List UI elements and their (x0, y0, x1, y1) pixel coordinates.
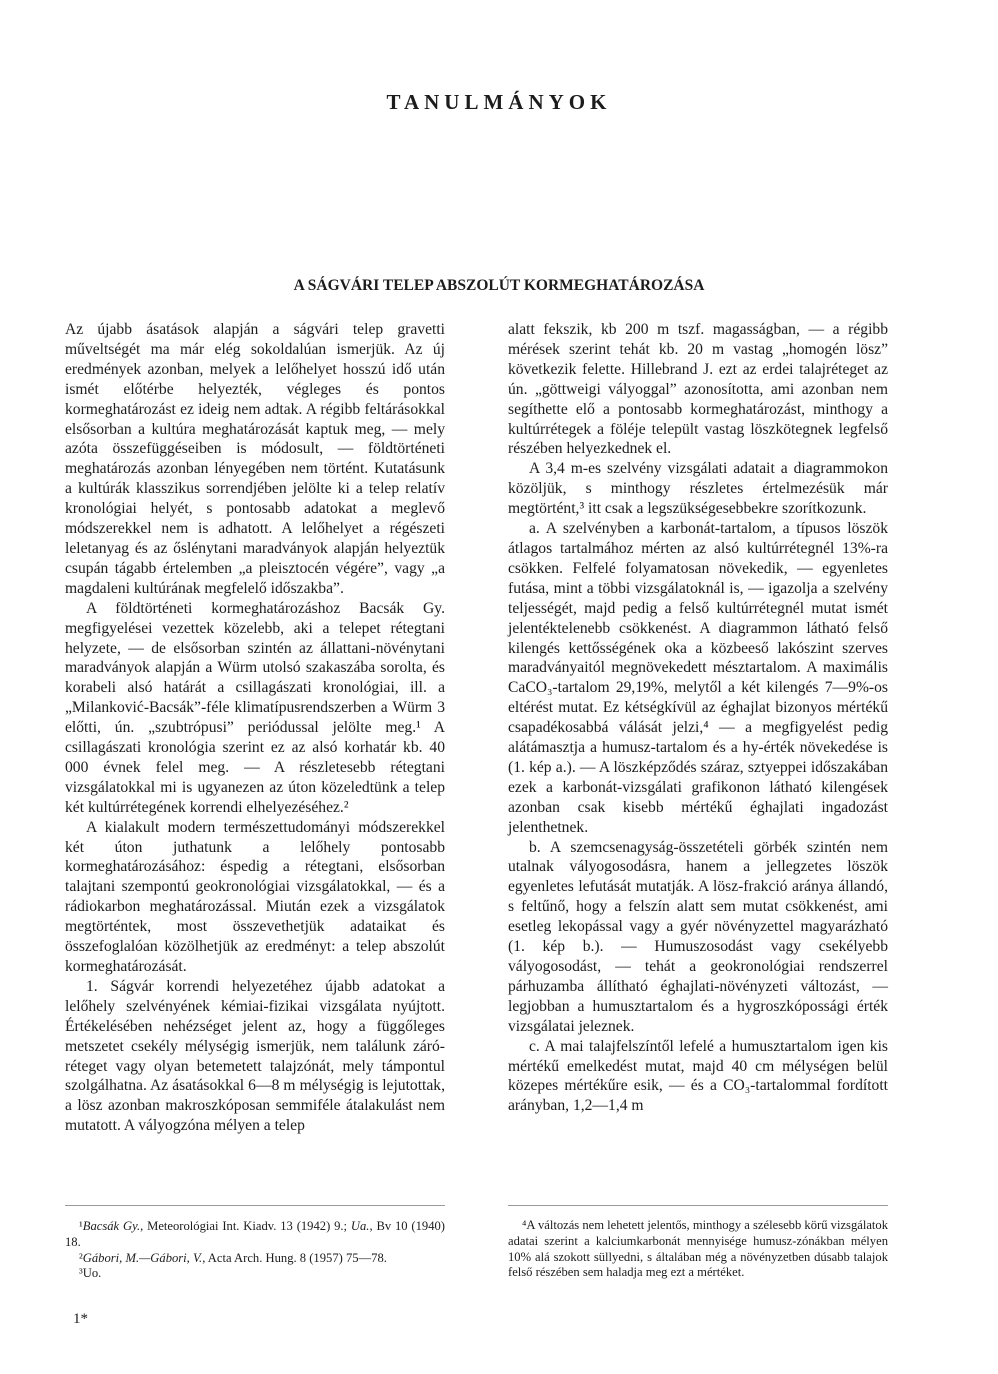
footnote-author: Bacsák Gy. (82, 1219, 141, 1233)
footnote (65, 1251, 445, 1267)
paragraph: A 3,4 m-es szelvény vizsgálati adatait a diagrammokon közöljük, s minthogy részletes értelmezésük már megtörtént,³ itt csak a legszükségesebbekre szorítkozunk. (508, 460, 888, 518)
right-column (508, 320, 888, 1116)
paragraph: A földtörténeti kormeghatározáshoz Bacsák Gy. megfigyelései vezettek közelebb, aki a telepet rétegtani helyzete, — de elsősorban szintén az állattani-növénytani maradványok alapján a Würm utolsó szakaszába sorolta, és korabeli alsó határát a csillagászati kronológiai, ill. a „Milanković-Bacsák”-féle klimatípusrendszerben a Würm 3 előtti, ún. „szubtrópusi” periódussal jelölte meg.¹ A csillagászati kronológia szerint ez az alsó korhatár kb. 40 000 évnek felel meg. — A részletesebb rétegtani vizsgálatokkal mi is ugyanezen az úton közeledtünk a telep két kultúrrétegének korrendi elhelyezéséhez.² (65, 599, 445, 816)
footnotes-right (508, 1218, 888, 1281)
footnote-mark: ² (79, 1250, 83, 1265)
left-column (65, 320, 445, 1136)
paragraph: 1. Ságvár korrendi helyezetéhez újabb adatokat a lelőhely szelvényének kémiai-fizikai vizsgálata nyújtott. Értékelésében nehézséget jelent az, hogy a függőleges metszetet csekély mélységig ismerjük, nem találunk záró-réteget vagy olyan betemetett talajzónát, mely támpontul szolgálhatna. Az ásatásokkal 6—8 m mélységig is lejutottak, a lösz azonban makroszkóposan semmiféle átalakulást nem mutatott. A vályogzóna mélyen a telep (65, 977, 445, 1135)
footnote (65, 1219, 445, 1251)
footnote-divider-right (508, 1205, 888, 1206)
article-title: A SÁGVÁRI TELEP ABSZOLÚT KORMEGHATÁROZÁSA (293, 277, 705, 294)
footnote-mark: ¹ (79, 1219, 83, 1233)
footnote (65, 1266, 445, 1282)
paragraph: A kialakult modern természettudományi módszerekkel két úton juthatunk a lelőhely pontosabb kormeghatározásához: éspedig a rétegtani, elsősorban talajtani szempontú geokronológiai vizsgálatokkal, — és a rádiokarbon meghatározással. Miután ezek a vizsgálatok megtörténtek, most összevethetjük adataikat és összefoglalóan közölhetjük az eredményt: a telep abszolút kormeghatározását. (65, 818, 445, 975)
footnote-text: Uo. (82, 1266, 102, 1281)
footnote: ⁴A változás nem lehetett jelentős, minthogy a szélesebb körű vizsgálatok adatai szerint a kalciumkarbonát mennyisége humusz-zónákban mélyen 10% alá szokott süllyedni, s általában még a növényzetben dúsabb talajok felső részében sem haladja meg ezt a mértéket. (508, 1218, 889, 1280)
footnote-mark: ³ (79, 1266, 83, 1281)
page-number: 1* (73, 1311, 88, 1327)
section-heading: TANULMÁNYOK (386, 90, 612, 114)
footnote-divider-left (65, 1205, 445, 1206)
footnote-author: Gábori, M.—Gábori, V. (82, 1250, 203, 1265)
paragraph: c. A mai talajfelszíntől lefelé a humusztartalom igen kis mértékű emelkedést mutat, majd 40 cm mélységen belül közepes mértékűre esik, — és a CO₃-tartalommal fordított arányban, 1,2—1,4 m (508, 1037, 888, 1115)
footnote-text: , Bv 10 (1940) 18. (65, 1219, 446, 1249)
paragraph: a. A szelvényben a karbonát-tartalom, a típusos löszök átlagos tartalmához mérten az alsó kultúrrétegnél 13%-ra csökken. Felfelé folyamatosan növekedik, — egyenletes futása, mint a többi vizsgálatoknál is, — igazolja a szelvény teljességét, majd pedig a felső kultúrrétegnél mutat ismét jelentéktelenebb csökkenést. A diagrammon látható felső kilengés kettősségének oka a közbeeső lakószint szerves maradványaitól megnövekedett mésztartalom. A maximális CaCO₃-tartalom 29,19%, melytől a két kilengés 7—9%-os eltérést mutat. Ez kétségkívül az éghajlat bizonyos mértékű csapadékosabbá válását jelzi,⁴ — a megfigyelést pedig alátámasztja a humusz-tartalom és a hy-érték növekedése is (1. kép a.). — A löszképződés száraz, sztyeppei időszakában ezek a karbonát-vizsgálati grafikonon látható kilengések azonban csak kisebb mértékű éghajlati ingadozást jelenthetnek. (508, 520, 888, 836)
footnote-author: Ua. (350, 1219, 370, 1233)
footnote-text: , Meteorológiai Int. Kiadv. 13 (1942) 9.; (140, 1219, 351, 1233)
paragraph: b. A szemcsenagyság-összetételi görbék szintén nem utalnak vályogosodásra, hanem a jellegzetes löszök egyenletes lefutását mutatják. A lösz-frakció aránya állandó, s feltűnő, hogy a felszín alatt sem mutat csökkenést, ami esetleg lekopással vagy a gyér növényzettel magyarázható (1. kép b.). — Humuszosodást vagy csekélyebb vályogosodást, — tehát a geokronológiai rendszerrel párhuzamba állítható éghajlati-növényzeti változást, — legjobban a humusztartalom és a hygroszkópossági érték vizsgálatai jeleznek. (508, 838, 888, 1035)
footnotes-left (65, 1219, 445, 1282)
paragraph: Az újabb ásatások alapján a ságvári telep gravetti műveltségét ma már elég sokoldalúan ismerjük. Az új eredmények azonban, melyek a lelőhelyet hosszú idő után ismét előtérbe helyezték, végleges és pontos kormeghatározást ez ideig nem adtak. A régibb feltárásokkal elsősorban a kultúra meghatározását kaptuk meg, — mely azóta összefüggéseiben is módosult, — földtörténeti meghatározás azonban lényegében nem történt. Kutatásunk a kultúrák klasszikus sorrendjében jelölte ki a telep relatív kronológiai helyét, s pontosabb adatokat a meglevő módszerekkel nem is adhatott. A lelőhelyet a régészeti leletanyag és az őslénytani maradványok alapján helyeztük csupán tágabb értelemben „a pleisztocén végére”, vagy „a magdaleni kultúrának megfelelő időszakba”. (65, 321, 445, 597)
footnote-text: , Acta Arch. Hung. 8 (1957) 75—78. (202, 1250, 387, 1265)
paragraph: alatt fekszik, kb 200 m tszf. magasságban, — a régibb mérések szerint tehát kb. 20 m vastag „homogén lösz” következik felette. Hillebrand J. ezt az erdei talajréteget az ún. „göttweigi vályoggal” azonosította, ami azonban nem segíthette elő a pontosabb kormeghatározást, minthogy a kultúrrétegek a föléje települt vastag löszkötegnek legfelső részében helyezkednek el. (508, 321, 888, 458)
